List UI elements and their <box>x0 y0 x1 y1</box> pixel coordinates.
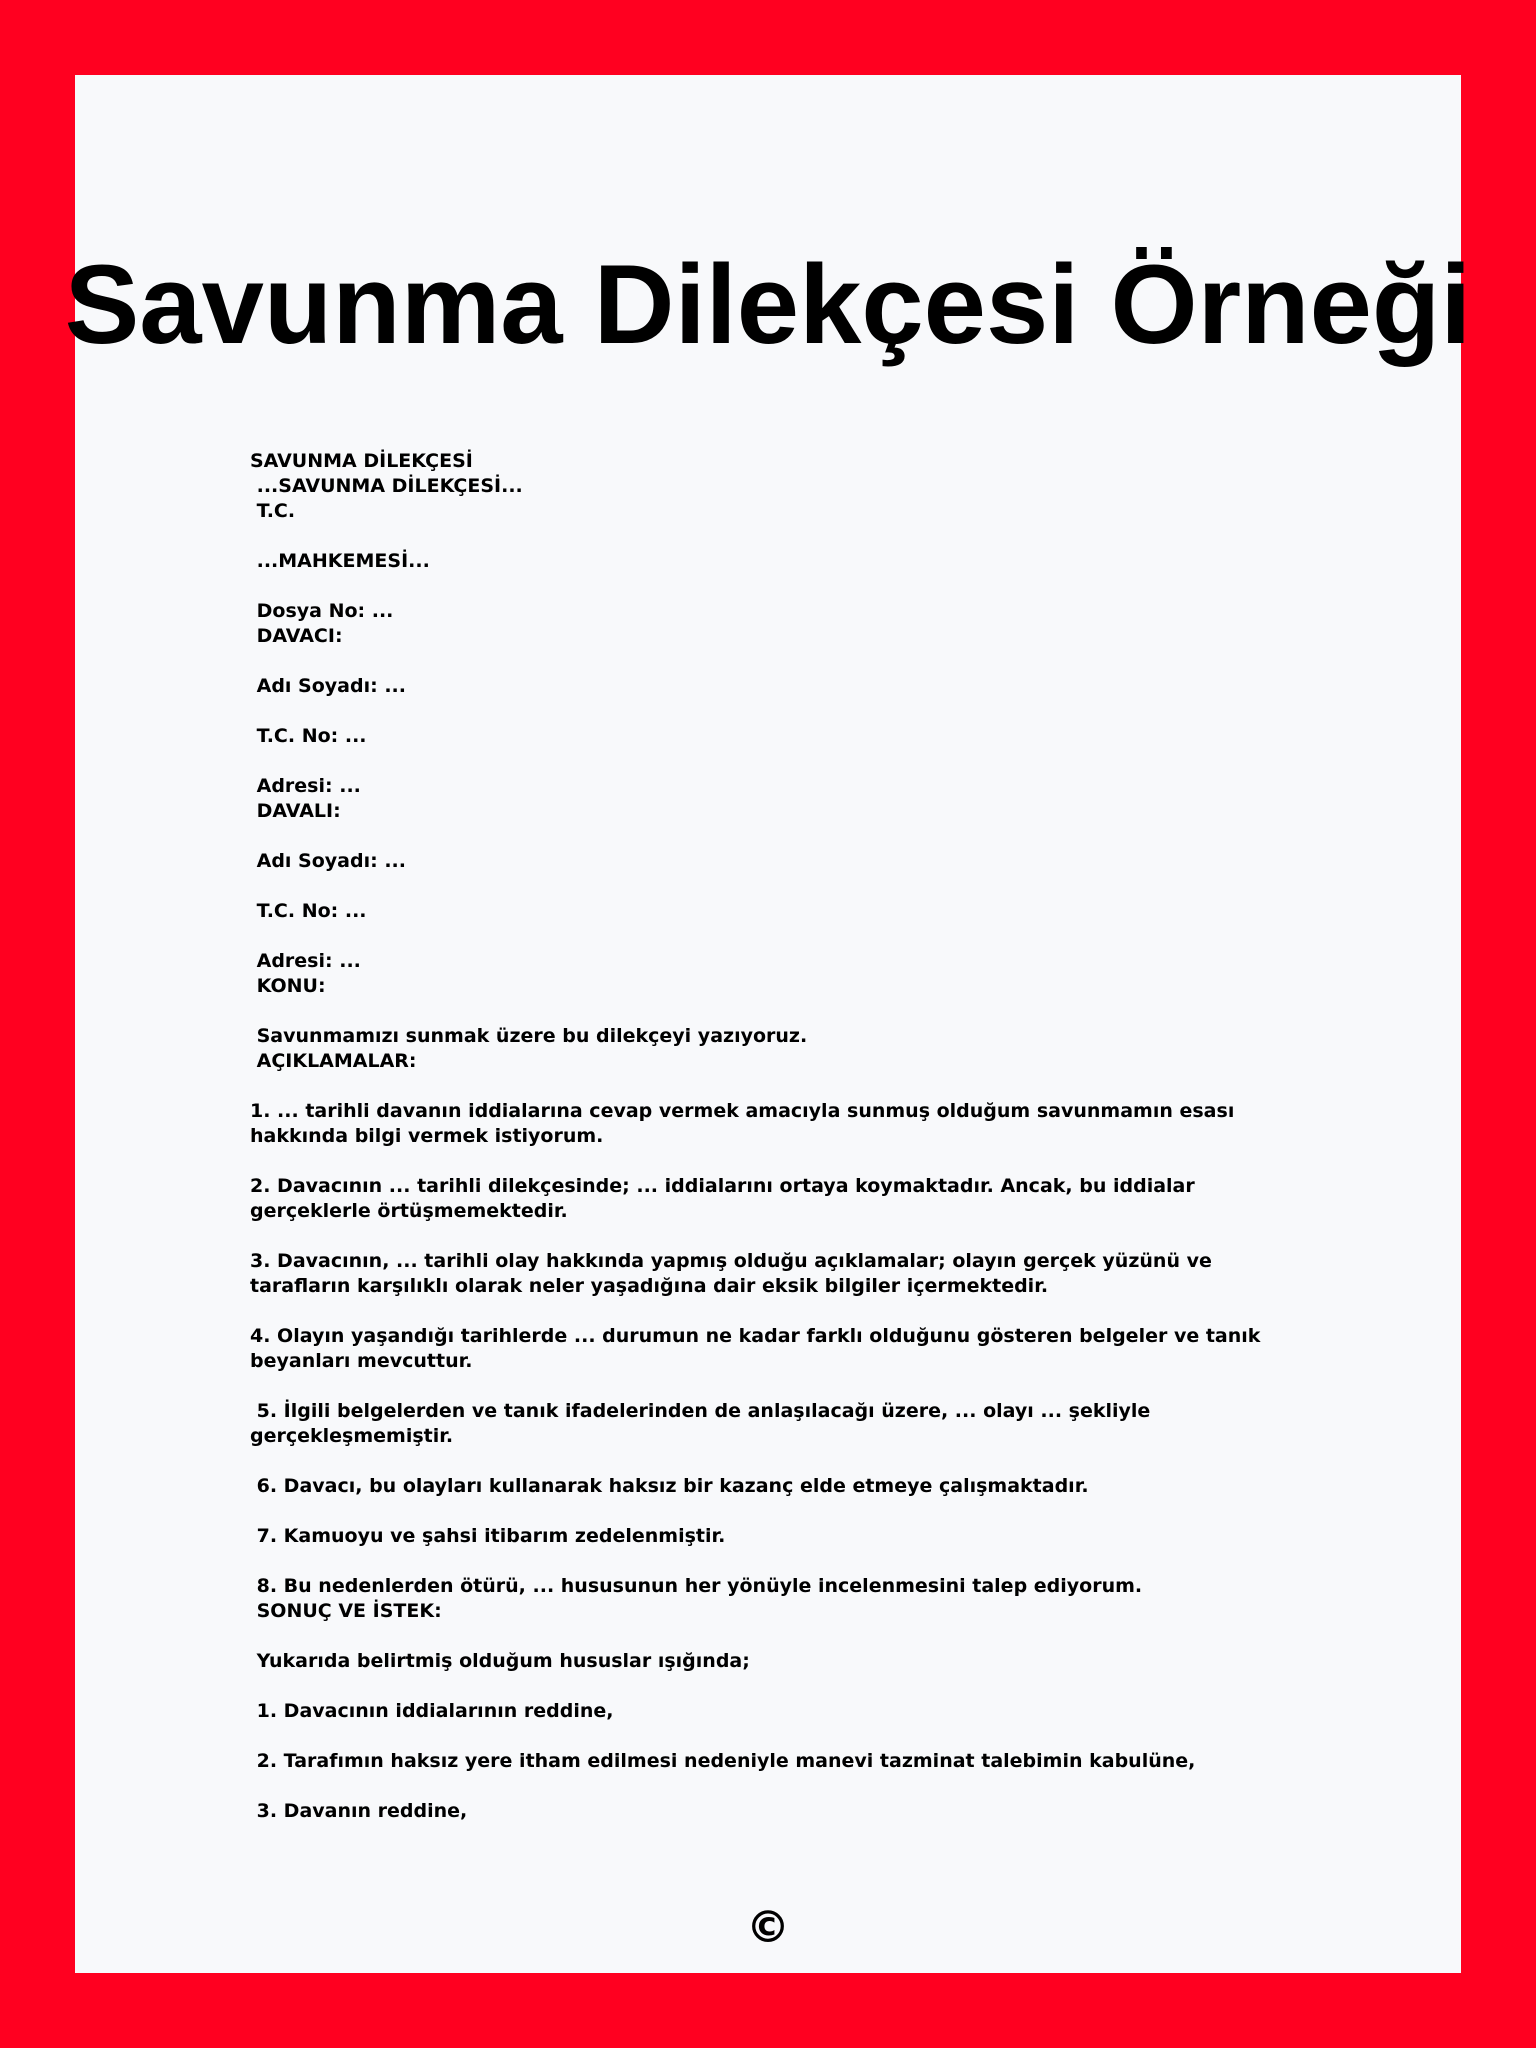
blank-line <box>250 1624 1290 1649</box>
blank-line <box>250 824 1290 849</box>
blank-line <box>250 1149 1290 1174</box>
petition-line: Dosya No: ... <box>250 600 394 622</box>
blank-line <box>250 1449 1290 1474</box>
blank-line <box>250 1724 1290 1749</box>
petition-line: T.C. No: ... <box>250 900 367 922</box>
blank-line <box>250 1074 1290 1099</box>
blank-line <box>250 649 1290 674</box>
blank-line <box>250 1549 1290 1574</box>
petition-line: 3. Davacının, ... tarihli olay hakkında yapmış olduğu açıklamalar; olayın gerçek yüzünü ve tarafların karşılıklı olarak neler yaşadığına dair eksik bilgiler içermektedir. <box>250 1250 1219 1297</box>
blank-line <box>250 1224 1290 1249</box>
blank-line <box>250 1374 1290 1399</box>
page-title: Savunma Dilekçesi Örneği <box>64 242 1472 367</box>
petition-line: KONU: <box>250 975 326 997</box>
blank-line <box>250 1499 1290 1524</box>
blank-line <box>250 874 1290 899</box>
petition-line: 1. Davacının iddialarının reddine, <box>250 1700 614 1722</box>
petition-line: 2. Davacının ... tarihli dilekçesinde; ... iddialarını ortaya koymaktadır. Ancak, bu iddialar gerçeklerle örtüşmemektedir. <box>250 1175 1202 1222</box>
petition-line: 1. ... tarihli davanın iddialarına cevap vermek amacıyla sunmuş olduğum savunmamın esası hakkında bilgi vermek istiyorum. <box>250 1100 1241 1147</box>
blank-line <box>250 1299 1290 1324</box>
petition-line: 7. Kamuoyu ve şahsi itibarım zedelenmiştir. <box>250 1525 726 1547</box>
petition-line: Adresi: ... <box>250 775 361 797</box>
petition-line: Yukarıda belirtmiş olduğum hususlar ışığında; <box>250 1650 750 1672</box>
blank-line <box>250 924 1290 949</box>
petition-line: Savunmamızı sunmak üzere bu dilekçeyi yazıyoruz. <box>250 1025 808 1047</box>
blank-line <box>250 699 1290 724</box>
blank-line <box>250 1674 1290 1699</box>
petition-line: 6. Davacı, bu olayları kullanarak haksız bir kazanç elde etmeye çalışmaktadır. <box>250 1475 1089 1497</box>
petition-line: Adı Soyadı: ... <box>250 675 406 697</box>
petition-line: AÇIKLAMALAR: <box>250 1050 417 1072</box>
petition-line: ...SAVUNMA DİLEKÇESİ... <box>250 475 523 497</box>
petition-line: T.C. No: ... <box>250 725 367 747</box>
blank-line <box>250 574 1290 599</box>
petition-line: ...MAHKEMESİ... <box>250 550 430 572</box>
petition-body <box>250 449 1290 1824</box>
petition-line: 2. Tarafımın haksız yere itham edilmesi nedeniyle manevi tazminat talebimin kabulüne, <box>250 1750 1196 1772</box>
petition-line: 8. Bu nedenlerden ötürü, ... hususunun her yönüyle incelenmesini talep ediyorum. <box>250 1575 1143 1597</box>
copyright-symbol: © <box>746 1902 790 1953</box>
petition-line: 3. Davanın reddine, <box>250 1800 468 1822</box>
petition-line: T.C. <box>250 500 296 522</box>
blank-line <box>250 749 1290 774</box>
petition-line: SONUÇ VE İSTEK: <box>250 1600 442 1622</box>
blank-line <box>250 1774 1290 1799</box>
petition-line: 5. İlgili belgelerden ve tanık ifadelerinden de anlaşılacağı üzere, ... olayı ... şekliyle gerçekleşmemiştir. <box>250 1400 1157 1447</box>
petition-line: Adı Soyadı: ... <box>250 850 406 872</box>
petition-line: SAVUNMA DİLEKÇESİ <box>250 450 473 472</box>
petition-line: DAVALI: <box>250 800 341 822</box>
petition-line: DAVACI: <box>250 625 343 647</box>
blank-line <box>250 524 1290 549</box>
petition-line: Adresi: ... <box>250 950 361 972</box>
blank-line <box>250 999 1290 1024</box>
petition-line: 4. Olayın yaşandığı tarihlerde ... durumun ne kadar farklı olduğunu gösteren belgeler ve tanık beyanları mevcuttur. <box>250 1325 1268 1372</box>
